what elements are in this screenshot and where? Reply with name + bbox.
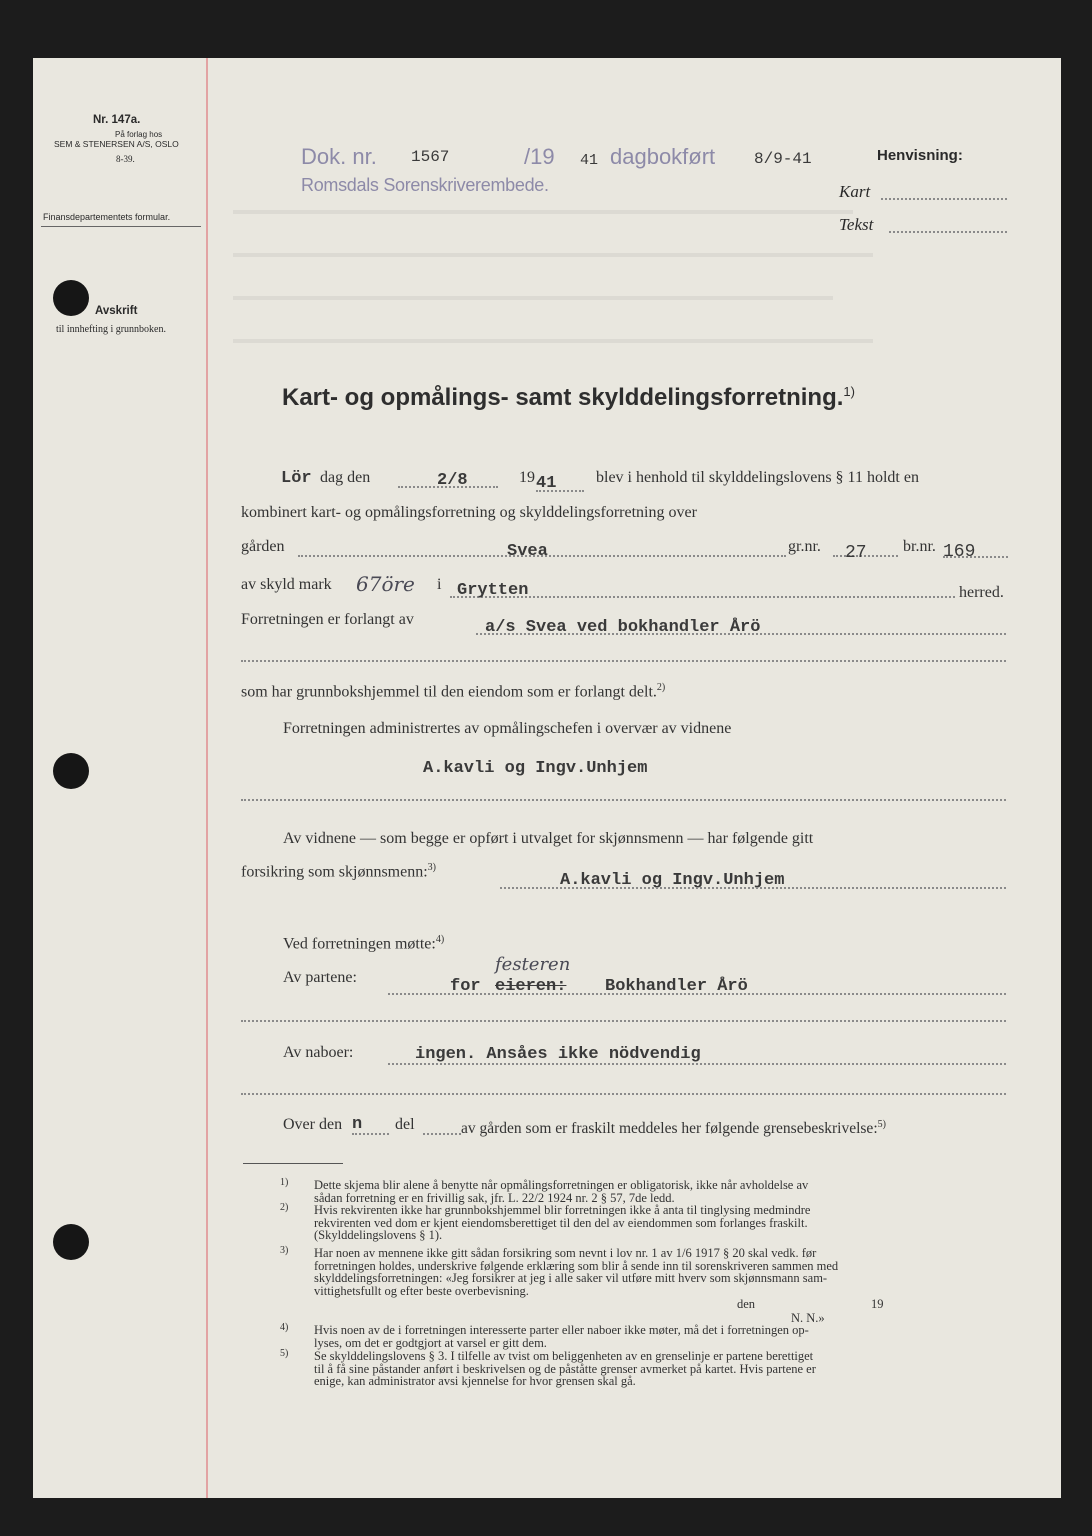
grnr-value: 27: [845, 543, 867, 563]
reference-kart-label: Kart: [839, 182, 871, 201]
footnote-line: Hvis noen av de i forretningen interesserte parter eller naboer ikke møter, må det i forretningen op-: [314, 1323, 809, 1337]
vidnene-line: Av vidnene — som begge er opført i utvalget for skjønnsmenn — har følgende gitt: [283, 830, 814, 847]
office-stamp: Romsdals Sorenskriverembede.: [301, 175, 549, 195]
partene-blank-line: [241, 1020, 1006, 1022]
forlangt-value: a/s Svea ved bokhandler Årö: [485, 618, 761, 637]
signature-year: 19: [871, 1297, 884, 1311]
witnesses-value: A.kavli og Ingv.Unhjem: [423, 759, 648, 778]
reference-tekst-label: Tekst: [839, 215, 874, 234]
footnote-number: 5): [280, 1348, 289, 1359]
brnr-line: [943, 556, 1008, 558]
footnote-line: rekvirenten ved dom er kjent eiendomsberettiget til den del av eiendommen som forlanges fraskilt.: [314, 1215, 808, 1230]
i-label: i: [437, 576, 442, 593]
footnote-number: 3): [280, 1245, 289, 1256]
footnote-line: til å få sine påstander anført i beskrivelsen og de påståtte grenser avmerket på kartet. Hvis partene er: [314, 1361, 816, 1376]
document-title: Kart- og opmålings- samt skylddelingsforretning.$^{1)}$: [282, 384, 855, 411]
herred-label: herred.: [959, 584, 1004, 601]
dag-den-label: dag den: [320, 469, 371, 486]
motte-label: Ved forretningen møtte:$^{4)}$: [283, 934, 445, 953]
grense-line: av gården som er fraskilt meddeles her følgende grensebeskrivelse:$^{5)}$: [461, 1119, 886, 1138]
naboer-value: ingen. Ansåes ikke nödvendig: [415, 1045, 701, 1064]
partene-for: for: [450, 977, 481, 996]
year-line: [536, 490, 584, 492]
footnote-line: enige, kan administrator avsi kjennelse for hvor grensen skal gå.: [314, 1374, 636, 1388]
footnote-line: (Skylddelingslovens § 1).: [314, 1228, 443, 1242]
punch-hole: [53, 280, 89, 316]
tekst-line: [889, 231, 1007, 233]
grense-note: 5): [877, 1119, 886, 1130]
margin-line: [206, 58, 208, 1498]
reference-heading: Henvisning:: [877, 147, 963, 164]
over-den-value: n: [352, 1115, 363, 1134]
grunnbok-note: 2): [656, 682, 666, 693]
admin-line: Forretningen administrertes av opmålingschefen i overvær av vidnene: [283, 720, 732, 737]
del-line: [423, 1133, 461, 1135]
skyld-label: av skyld mark: [241, 576, 332, 593]
del-label: del: [395, 1116, 415, 1133]
dok-number: 1567: [411, 148, 450, 166]
partene-value: Bokhandler Årö: [605, 977, 748, 996]
year-value: 41: [536, 474, 557, 493]
blank-line: [241, 660, 1006, 662]
bleed-through: [233, 296, 833, 300]
ministry-label: Finansdepartementets formular.: [43, 212, 171, 222]
form-number: Nr. 147a.: [93, 114, 141, 126]
footnote-number: 1): [280, 1177, 289, 1188]
year-prefix: 19: [519, 469, 535, 486]
footnote-number: 2): [280, 1202, 289, 1213]
skyld-value: 67öre: [356, 572, 415, 596]
punch-hole: [53, 753, 89, 789]
footnote-line: skylddelingsforretningen: «Jeg forsikrer at jeg i alle saker vil utføre mitt hverv som skjønnsmann sam-: [314, 1271, 828, 1285]
avskrift-subtitle: til innhefting i grunnboken.: [56, 324, 166, 335]
bleed-through: [233, 339, 873, 343]
title-note: 1): [843, 384, 855, 399]
line2-text: kombinert kart- og opmålingsforretning og skylddelingsforretning over: [241, 504, 697, 521]
dok-year-suffix: 41: [580, 152, 599, 169]
partene-handwritten: festeren: [495, 954, 571, 975]
garden-label: gården: [241, 538, 285, 555]
footnote-line: vittighetsfullt og efter beste overbevisning.: [314, 1283, 529, 1298]
dagbokfort-label: dagbokført: [610, 144, 716, 169]
partene-line: [388, 993, 1006, 995]
forsikring-line: [500, 887, 1006, 889]
over-den-label: Over den: [283, 1116, 343, 1133]
forlangt-label: Forretningen er forlangt av: [241, 611, 414, 628]
forsikring-note: 3): [427, 862, 437, 873]
avskrift-label: Avskrift: [95, 305, 138, 317]
form-date: 8-39.: [116, 154, 135, 164]
bleed-through: [233, 253, 873, 257]
dok-year-prefix: /19: [524, 144, 555, 169]
footnote-number: 4): [280, 1322, 289, 1333]
footnote-line: lyses, om det er godtgjort at varsel er gitt dem.: [314, 1335, 547, 1350]
naboer-line: [388, 1063, 1006, 1065]
footnote-line: sådan forretning er en frivillig sak, jfr. L. 22/2 1924 nr. 2 § 57, 7de ledd.: [314, 1190, 675, 1205]
bleed-through: [233, 210, 853, 214]
publisher-line-1: På forlag hos: [115, 130, 163, 139]
header-divider: [41, 226, 201, 227]
footnote-rule: [243, 1163, 343, 1164]
farm-name: Svea: [507, 542, 548, 561]
kart-line: [881, 198, 1007, 200]
brnr-label: br.nr.: [903, 538, 936, 555]
witnesses-line: [241, 799, 1006, 801]
dok-label: Dok. nr.: [301, 144, 377, 169]
grnr-label: gr.nr.: [788, 538, 821, 555]
footnote-line: Dette skjema blir alene å benytte når opmålingsforretningen er obligatorisk, ikke når avholdelse av: [314, 1178, 809, 1192]
signature-nn: N. N.»: [791, 1311, 825, 1325]
footnote-line: Har noen av mennene ikke gitt sådan forsikring som nevnt i lov nr. 1 av 1/6 1917 § 20 skal vedk. før: [314, 1246, 817, 1260]
footnote-line: Se skylddelingslovens § 3. I tilfelle av tvist om beliggenheten av en grenselinje er partene berettiget: [314, 1349, 814, 1363]
herred-name: Grytten: [457, 581, 529, 600]
grunnbok-line: som har grunnbokshjemmel til den eiendom som er forlangt delt.$^{2)}$: [241, 682, 666, 701]
dagbokfort-date: 8/9-41: [754, 150, 812, 168]
naboer-label: Av naboer:: [283, 1044, 354, 1061]
punch-hole: [53, 1224, 89, 1260]
publisher-line-2: SEM & STENERSEN A/S, OSLO: [54, 139, 179, 149]
partene-label: Av partene:: [283, 969, 357, 986]
partene-struck: eieren:: [495, 977, 567, 996]
document-page: [33, 58, 1061, 1498]
forsikring-value: A.kavli og Ingv.Unhjem: [560, 871, 785, 890]
line1-text: blev i henhold til skylddelingslovens § 11 holdt en: [596, 469, 919, 486]
weekday-value: Lör: [281, 469, 312, 488]
motte-note: 4): [435, 934, 445, 945]
over-den-line: [352, 1133, 389, 1135]
signature-den: den: [737, 1297, 756, 1311]
footnote-line: forretningen holdes, underskrive følgende erklæring som blir å sende inn til sorenskriveren sammen med: [314, 1258, 839, 1273]
footnote-line: Hvis rekvirenten ikke har grunnbokshjemmel blir forretningen ikke å anta til tinglysing medmindre: [314, 1203, 811, 1217]
naboer-blank-line: [241, 1093, 1006, 1095]
date-value: 2/8: [437, 471, 468, 490]
brnr-value: 169: [943, 542, 976, 562]
forsikring-label: forsikring som skjønnsmenn:$^{3)}$: [241, 862, 437, 881]
